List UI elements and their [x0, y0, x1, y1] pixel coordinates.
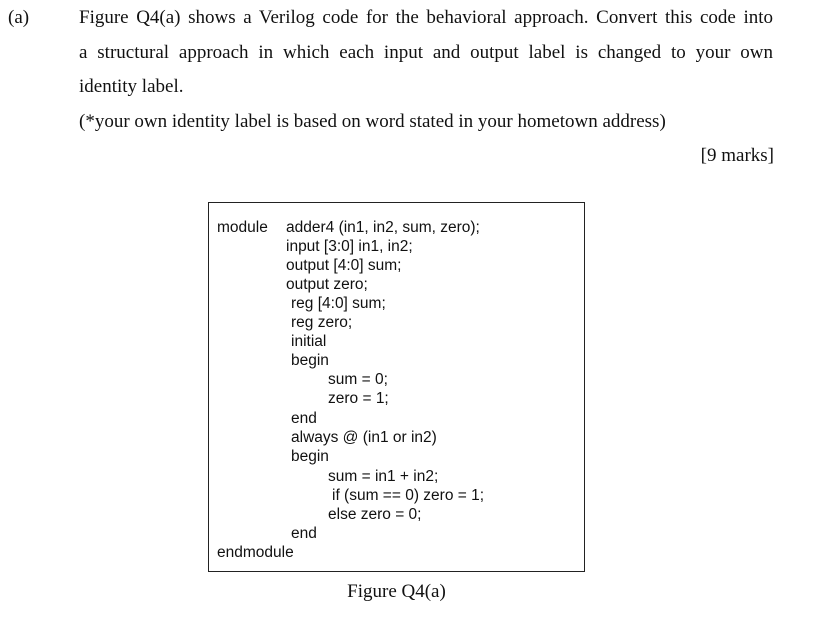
code-line: end: [291, 525, 317, 542]
question-text-line-3: identity label.: [79, 76, 184, 97]
code-line: if (sum == 0) zero = 1;: [332, 487, 485, 504]
code-module-keyword: module: [217, 219, 268, 236]
code-line: initial: [291, 333, 327, 350]
code-line: endmodule: [217, 544, 294, 561]
question-text-line-2: a structural approach in which each input and output label is changed to your own: [79, 42, 773, 63]
question-note: (*your own identity label is based on word stated in your hometown address): [79, 111, 666, 132]
code-line: input [3:0] in1, in2;: [286, 238, 413, 255]
verilog-code-box: [208, 202, 585, 572]
figure-caption: Figure Q4(a): [347, 581, 446, 602]
code-line: always @ (in1 or in2): [291, 429, 437, 446]
code-line: reg [4:0] sum;: [291, 295, 386, 312]
code-line: reg zero;: [291, 314, 353, 331]
marks-label: [9 marks]: [700, 145, 774, 166]
code-line: zero = 1;: [328, 390, 389, 407]
code-line: output zero;: [286, 276, 368, 293]
code-line: sum = 0;: [328, 371, 388, 388]
code-line: begin: [291, 448, 329, 465]
code-line: output [4:0] sum;: [286, 257, 402, 274]
code-line: sum = in1 + in2;: [328, 468, 439, 485]
question-label: (a): [8, 7, 30, 28]
question-text-line-1: Figure Q4(a) shows a Verilog code for the behavioral approach. Convert this code into: [79, 7, 773, 28]
code-line: adder4 (in1, in2, sum, zero);: [286, 219, 480, 236]
code-line: end: [291, 410, 317, 427]
code-line: begin: [291, 352, 329, 369]
code-line: else zero = 0;: [328, 506, 422, 523]
